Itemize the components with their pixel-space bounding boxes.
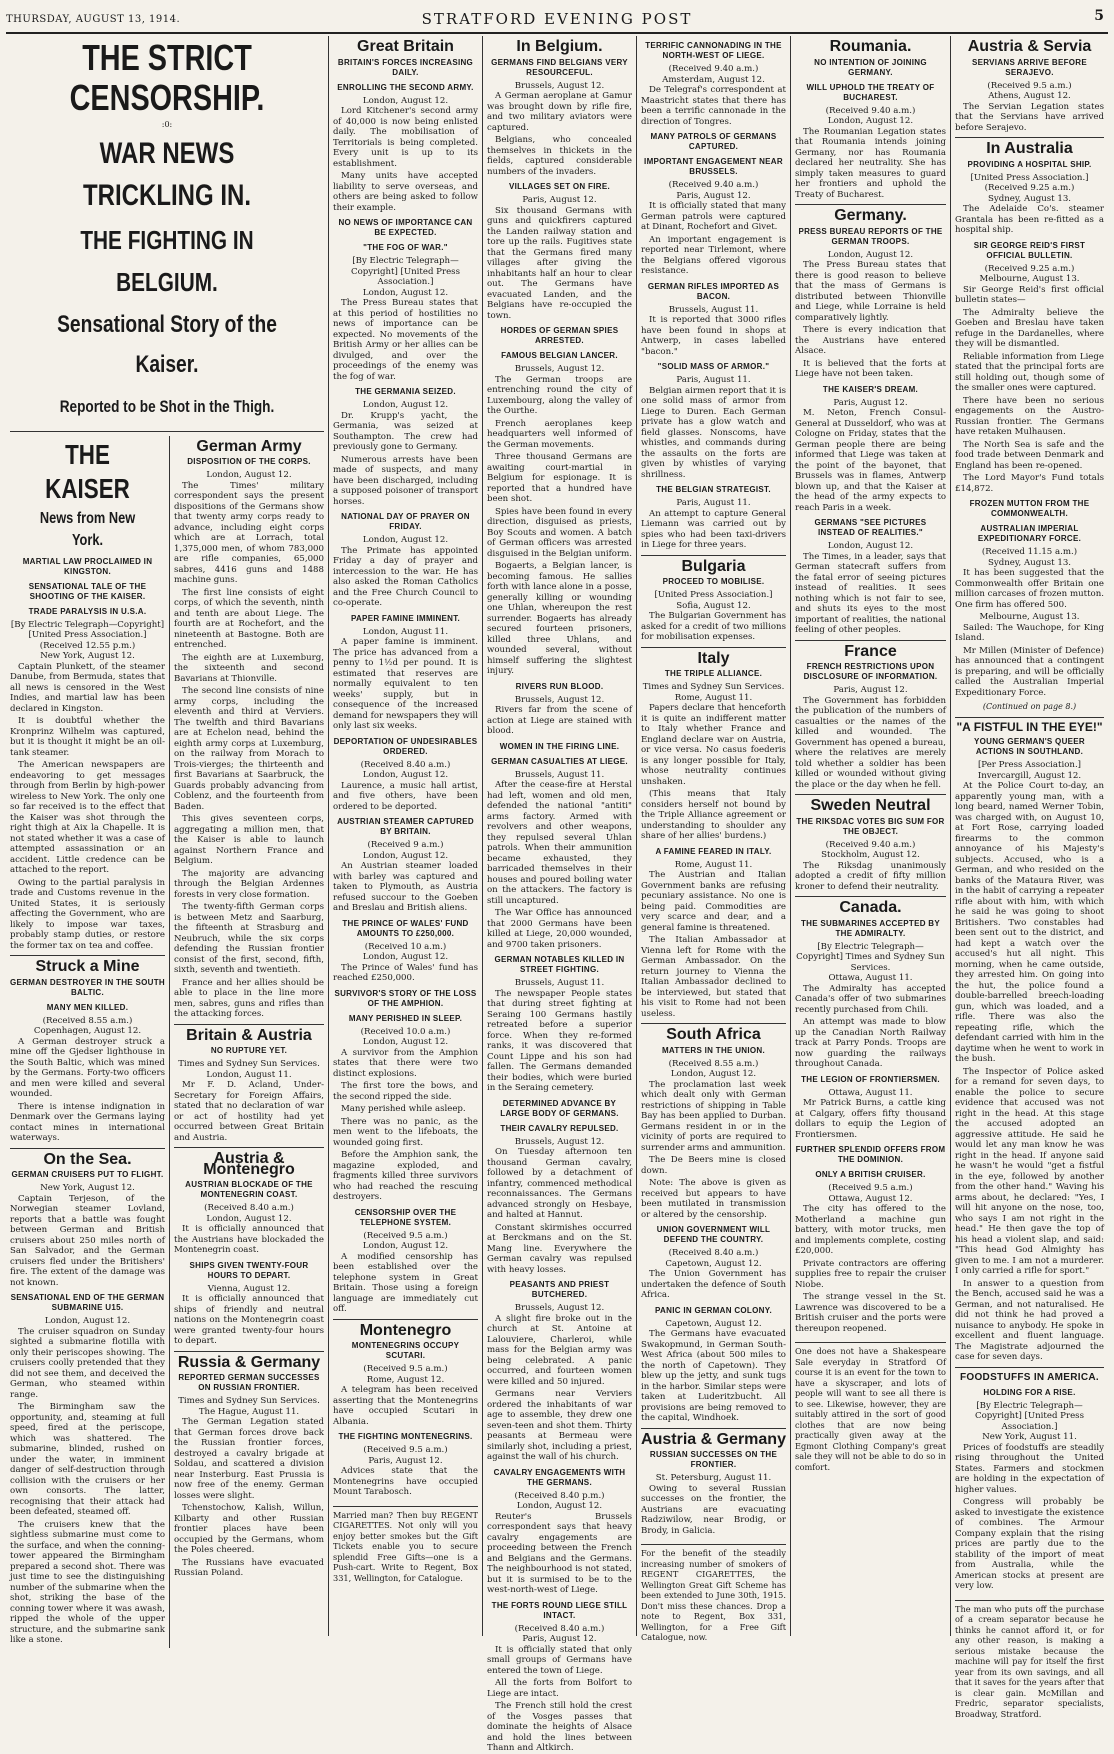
britain-austria-title: Britain & Austria	[186, 1026, 312, 1044]
separator: :0:	[161, 120, 173, 129]
great-britain-column: Great Britain BRITAIN'S FORCES INCREASING DAILY. ENROLLING THE SECOND ARMY. London, August 12. Lord Kitchener's second army of 40,000 is now being enlisted daily. The mobilisation of Territorials is being completed. Every unit is up to its establishment. Many units have accepted liability to serve overseas, and others are being asked to follow their example. NO NEWS OF IMPORTANCE CAN BE EXPECTED. "THE FOG OF WAR." [By Electric Telegraph—Copyright] [United Press Association.] London, August 12. The Press Bureau states that at this period of hostilities no news of importance can be expected. No movements of the British Army or her allies can be divulged, and over the proceedings of the enemy was the fog of war. THE GERMANIA SEIZED. London, August 12. Dr. Krupp's yacht, the Germania, was seized at Southampton. The crew had previously gone to Germany. Numerous arrests have been made of suspects, and many have been discharged, including a supposed poisoner of transport horses. NATIONAL DAY OF PRAYER ON FRIDAY. London, August 12. The Primate has appointed Friday a day of prayer and intercession to the war. He has also asked the Roman Catholics and the Free Church Council to co-operate. PAPER FAMINE IMMINENT. London, August 11. A paper famine is imminent. The price has advanced from a penny to 1½d per pound. It is estimated that reserves are normally equivalent to ten weeks' supply, but in consequence of the increased demand for newspapers they will only last six weeks. DEPORTATION OF UNDESIRABLES ORDERED. (Received 8.40 a.m.) London, August 12. Laurence, a music hall artist, and five others, have been ordered to be deported. AUSTRIAN STEAMER CAPTURED BY BRITAIN. (Received 9 a.m.) London, August 12. An Austrian steamer loaded with barley was captured and taken to Plymouth, as Austria refused succour to the Goeben and Breslau and British aliens. THE PRINCE OF WALES' FUND AMOUNTS TO £250,000. (Received 10 a.m.) London, August 12. The Prince of Wales' fund has reached £250,000. SURVIVOR'S STORY OF THE LOSS OF THE AMPHION. MANY PERISHED IN SLEEP. (Received 10.0 a.m.) London, August 12. A survivor from the Amphion states that there were two distinct explosions. The first tore the bows, and the second ripped the side. Many perished while asleep. There was no panic, as the men went to the lifeboats, the wounded going first. Before the Amphion sank, the magazine exploded, and fragments killed three survivors who had reached the rescuing destroyers. CENSORSHIP OVER THE TELEPHONE SYSTEM. (Received 9.5 a.m.) London, August 12. A modified censorship has been established over the telephone system in Great Britain. Those using a foreign language are immediately cut off. Montenegro MONTENEGRINS OCCUPY SCUTARI. (Received 9.5 a.m.) Rome, August 12. A telegram has been received asserting that the Montenegrins have occupied Scutari in Albania. THE FIGHTING MONTENEGRINS. (Received 9.5 a.m.) Paris, August 12. Advices state that the Montenegrins have occupied Mount Tarabosch. Married man? Then buy REGENT CIGARETTES. Not only will you enjoy better smokes but the Gift Tickets enable you to secure splendid Free Gifts—one is a Push-cart. Write to Regent, Box 331, Wellington, for Catalogue.	[328, 36, 482, 1636]
mine-title: Struck a Mine	[35, 958, 140, 975]
continued-note: (Continued on page 8.)	[982, 702, 1077, 711]
fistful-title: "A FISTFUL IN THE EYE!"	[956, 719, 1103, 734]
kaiser-deck-1: MARTIAL LAW PROCLAIMED IN KINGSTON.	[22, 556, 153, 576]
lead-column	[6, 36, 328, 1645]
regent-ad: Married man? Then buy REGENT CIGARETTES. Not only will you enjoy better smokes but the Gift Tickets enable you to secure splendid Free Gifts—one is a Push-cart. Write to Regent, Box 331, Wellington, for Catalogue.	[333, 1506, 478, 1584]
kaiser-deck-2: SENSATIONAL TALE OF THE SHOOTING OF THE KAISER.	[28, 581, 147, 601]
issue-date: THURSDAY, AUGUST 13, 1914.	[6, 14, 181, 25]
skyscraper-ad: One does not have a Shakespeare Sale everyday in Stratford Of course it is an event for the town to have a skyscraper, and lots of people will want to see all there is to see. Likewise, however, they are suitably attired in the sort of good clothes that are now being practically given away at the Egmont Clothing Company's great sale they will not be able to do so in comfort.	[795, 1342, 946, 1472]
army-title: German Army	[196, 437, 302, 455]
belgium-title: In Belgium.	[516, 38, 603, 55]
russia-germany-title: Russia & Germany	[177, 1353, 321, 1371]
roumania-title: Roumania.	[829, 38, 912, 55]
austria-servia-title: Austria & Servia	[967, 38, 1092, 55]
australia-title: In Australia	[986, 140, 1073, 157]
liege-column: TERRIFIC CANNONADING IN THE NORTH-WEST OF LIEGE. (Received 9.40 a.m.) Amsterdam, August 12. De Telegraf's correspondent at Maastricht states that there has been a terrific cannonade in the direction of Tongres. MANY PATROLS OF GERMANS CAPTURED. IMPORTANT ENGAGEMENT NEAR BRUSSELS. (Received 9.40 a.m.) Paris, August 12. It is officially stated that many German patrols were captured at Dinant, Rochefort and Givet. An important engagement is reported near Tirlemont, where the Belgians offered vigorous resistance. GERMAN RIFLES IMPORTED AS BACON. Brussels, August 11. It is reported that 3000 rifles have been found in shops at Antwerp, in cases labelled "bacon." "SOLID MASS OF ARMOR." Paris, August 11. Belgian airmen report that it is one solid mass of armor from Liege to Duren. Each German private has a glow watch and field glasses. Nonscoms, have whistles, and commands during the assaults on the forts are given by whistles of varying shrillness. THE BELGIAN STRATEGIST. Paris, August 11. An attempt to capture General Liemann was carried out by spies who had been taxi-drivers in Liege for three years. Bulgaria PROCEED TO MOBILISE. [United Press Association.] Sofia, August 12. The Bulgarian Government has asked for a credit of two millions for mobilisation expenses. Italy THE TRIPLE ALLIANCE. Times and Sydney Sun Services. Rome, August 11. Papers declare that henceforth it is quite an indifferent matter to Italy whether France and England declare war on Austria, or vice versa. No casus foederis is any longer possible for Italy, whose neutrality continues unshaken. (This means that Italy considers herself not bound by the Triple Alliance agreement or understanding to shoulder any share of her allies' burdens.) A FAMINE FEARED IN ITALY. Rome, August 11. The Austrian and Italian Government banks are refusing pecuniary assistance. No one is being paid. Commodities are very scarce and dear, and a general famine is threatened. The Italian Ambassador at Vienna left for Rome with the German Ambassador. On the return journey to Vienna the Italian Ambassador declined to be interviewed, but stated that his visit to Rome had not been useless. South Africa MATTERS IN THE UNION. (Received 8.55 a.m.) London, August 12. The proclamation last week which dealt only with German restrictions of shipping in Table Bay has been applied to Durban. Germans resident in or in the vicinity of ports are required to surrender arms and ammunition. The De Beers mine is closed down. Note: The above is given as received but appears to have been mutilated in transmission or altered by the censorship. UNION GOVERNMENT WILL DEFEND THE COUNTRY. (Received 8.40 a.m.) Capetown, August 12. The Union Government has undertaken the defence of South Africa. PANIC IN GERMAN COLONY. Capetown, August 12. The Germans have evacuated Swakopmund, in German South-West Africa (about 500 miles to the north of Capetown). They blew up the jetty, and sunk tugs in the harbor. Similar steps were taken at Luderitzbucht. All provisions are being removed to the capital, Windhoek. Austria & Germany RUSSIAN SUCCESSES ON THE FRONTIER. St. Petersburg, August 11. Owing to several Russian successes on the frontier, the Austrians are evacuating Radziwilow, near Brodig, or Brody, in Galicia. For the benefit of the steadily increasing number of smokers of REGENT CIGARETTES, the Wellington Great Gift Scheme has been extended to June 30th, 1915. Don't miss these chances. Drop a note to Regent, Box 331, Wellington, for a Free Gift Catalogue, now.	[636, 36, 790, 1636]
headline-war-news: WAR NEWS TRICKLING IN.	[83, 136, 251, 212]
headline-shot-thigh: Reported to be Shot in the Thigh.	[59, 396, 275, 416]
sea-title: On the Sea.	[43, 1150, 132, 1168]
austria-montenegro-title: Austria & Montenegro	[203, 1150, 295, 1178]
bulgaria-title: Bulgaria	[681, 557, 746, 575]
belgium-column: In Belgium. GERMANS FIND BELGIANS VERY RESOURCEFUL. Brussels, August 12. A German aeroplane at Gamur was brought down by rifle fire, and two military aviators were captured. Belgians, who concealed themselves in thickets in the fields, captured considerable numbers of the invaders. VILLAGES SET ON FIRE. Paris, August 12. Six thousand Germans with guns and quickfirers captured the Landen railway station and tore up the rails. Fugitives state that the Germans fired many villages after giving the inhabitants half an hour to clear out. The Germans have evacuated Landen, and the Belgians have re-occupied the town. HORDES OF GERMAN SPIES ARRESTED. FAMOUS BELGIAN LANCER. Brussels, August 12. The German troops are entrenching round the city of Luxembourg, along the valley of the Ourthe. French aeroplanes keep headquarters well informed of the German movements. Three thousand Germans are awaiting court-martial in Belgium for espionage. It is reported that a hundred have been shot. Spies have been found in every direction, disguised as priests, Boy Scouts and women. A batch of German officers was arrested disguised in the Belgian uniform. Bogaerts, a Belgian lancer, is becoming famous. He sallies forth with lance alone in a posse, generally killing or wounding one Uhlan, whereupon the rest surrender. Bogaerts has already secured fourteen prisoners, killed three Uhlans, and wounded several, without himself suffering the slightest injury. RIVERS RUN BLOOD. Brussels, August 12. Rivers far from the scene of action at Liege are stained with blood. WOMEN IN THE FIRING LINE. GERMAN CASUALTIES AT LIEGE. Brussels, August 11. After the cease-fire at Herstal had left, women and old men, defended the national "antiti" arms factory. Armed with revolvers and other weapons, they repulsed several Uhlan patrols. When their ammunition became exhausted, they barricaded themselves in their houses and poured boiling water on the attackers. The factory is still uncaptured. The War Office has announced that 2000 Germans have been killed at Liege, 20,000 wounded, and 9700 taken prisoners. GERMAN NOTABLES KILLED IN STREET FIGHTING. Brussels, August 11. The newspaper People states that during street fighting at Seraing 100 Germans hastily retreated before a superior force. When they re-formed ranks, it was discovered that Count Lippe and his son had fallen. The Germans demanded their bodies, which were buried in the Seraing cemetery. DETERMINED ADVANCE BY LARGE BODY OF GERMANS. THEIR CAVALRY REPULSED. Brussels, August 12. On Tuesday afternoon ten thousand German cavalry, followed by a detachment of infantry, commenced methodical reconnaissances. The Germans advanced strongly on Hesbaye, and halted at Hannut. Constant skirmishes occurred at Berckmans and on the St. Mang line. Everywhere the German cavalry was repulsed with heavy losses. PEASANTS AND PRIEST BUTCHERED. Brussels, August 12. A slight fire broke out in the church at St. Antoine at Lalouviere, Charleroi, while mass for the Belgian army was being celebrated. A panic occurred, and fourteen women were killed and 50 injured. Germans near Verviers ordered the inhabitants of war age to assemble, they drew one seven-teen and shot them. Thirty peasants at Bermeau were similarly shot, including a priest, against the wall of his church. CAVALRY ENGAGEMENTS WITH THE GERMANS. (Received 8.40 p.m.) London, August 12. Reuter's Brussels correspondent says that heavy cavalry engagements are proceeding between the French and Belgians and the Germans. The neighbourhood is not stated, but it is surmised to be to the west-north-west of Liege. THE FORTS ROUND LIEGE STILL INTACT. (Received 8.40 a.m.) Paris, August 12. It is officially stated that only small groups of Germans have entered the town of Liege. All the forts from Bolfort to Liege are intact. The French still hold the crest of the Vosges passes that dominate the heights of Alsace and hold the lines between Thann and Altkirch.	[482, 36, 636, 1636]
headline-fighting-belgium: THE FIGHTING IN BELGIUM.	[80, 224, 254, 297]
foodstuffs-title: FOODSTUFFS IN AMERICA.	[959, 1371, 1099, 1383]
sweden-title: Sweden Neutral	[810, 797, 931, 814]
masthead: STRATFORD EVENING POST	[421, 10, 693, 28]
separator-ad: The man who puts off the purchase of a cream separator because he thinks he cannot afford it, or for any other reason, is making a serious mistake because the machine will pay for itself the first year from its own savings, and all that it saves for the years after that is clear gain. McMillan and Fredric, separator specialists, Broadway, Stratford.	[955, 1600, 1104, 1720]
page-header	[6, 4, 1108, 34]
canada-title: Canada.	[839, 899, 902, 916]
kaiser-deck-3: TRADE PARALYSIS IN U.S.A.	[28, 606, 147, 616]
france-title: France	[844, 642, 897, 660]
germany-title: Germany.	[834, 207, 907, 224]
headline-kaiser-story: Sensational Story of the Kaiser.	[57, 310, 277, 378]
austria-germany-title: Austria & Germany	[641, 1430, 786, 1448]
regent-gift-ad: For the benefit of the steadily increasing number of smokers of REGENT CIGARETTES, the Wellington Great Gift Scheme has been extended to June 30th, 1915. Don't miss these chances. Drop a note to Regent, Box 331, Wellington, for a Free Gift Catalogue, now.	[641, 1544, 786, 1643]
kaiser-title: THE KAISER	[45, 438, 130, 504]
kaiser-subcolumn: THE KAISER News from New York. MARTIAL LAW PROCLAIMED IN KINGSTON. SENSATIONAL TALE OF THE SHOOTING OF THE KAISER. TRADE PARALYSIS IN U.S.A. [By Electric Telegraph—Copyright] [United Press Association.] (Received 12.55 p.m.) New York, August 12. Captain Plunkett, of the steamer Danube, from Bermuda, states that all news is censored in the West Indies, and martial law has been declared in Kingston. It is doubtful whether the Kronprinz Wilhelm was captured, but it is thought it might be an oil-tank steamer. The American newspapers are endeavoring to get messages through from Berlin by high-power wireless to New York. The only one so far received is to the effect that the Kaiser was shot through the right thigh at Aix la Chapelle. It is not stated whether it was a case of attempted assassination or an accident. Little credence can be attached to the report. Owing to the partial paralysis in trade and Customs revenue in the United States, it is seriously affecting the Government, who are likely to impose war taxes, probably stamp duties, or restore the former tax on tea and coffee. Struck a Mine GERMAN DESTROYER IN THE SOUTH BALTIC. MANY MEN KILLED. (Received 8.55 a.m.) Copenhagen, August 12. A German destroyer struck a mine off the Gjedser lighthouse in the South Baltic, which was mined by the Germans. Forty-two officers and men were killed and several wounded. There is intense indignation in Denmark over the Germans laying contact mines in international waterways. On the Sea. GERMAN CRUISERS PUT TO FLIGHT. New York, August 12. Captain Terjeson, of the Norwegian steamer Lovland, reports that a battle was fought between German and British cruisers about 250 miles north of San Salvador, and the German cruisers fled under the Britishers' fire. The extent of the damage was not known. SENSATIONAL END OF THE GERMAN SUBMARINE U15. London, August 12. The cruiser squadron on Sunday sighted a submarine flotilla with only their periscopes showing. The cruisers coolly pretended that they did not see them, and deceived the German, who steamed within range. The Birmingham saw the opportunity, and, steaming at full speed, fired at the periscope, which was shattered. The submarine, blinded, rushed on under the water, in imminent danger of self-destruction through collision with the cruisers or her own consorts. The latter, recognising that their attack had been defeated, steamed off. The cruisers knew that the sightless submarine must come to the surface, and when the conning-tower appeared the Birmingham prepared a second shot. There was just time to see the distinguishing number of the submarine when the shot, striking the base of the conning tower where it was awash, ripped the whole of the upper structure, and the submarine sank like a stone.	[10, 436, 170, 1648]
page-number: 5	[1094, 8, 1104, 24]
australia-column: Austria & Servia SERVIANS ARRIVE BEFORE SERAJEVO. (Received 9.5 a.m.) Athens, August 12. The Servian Legation states that the Servians have arrived before Serajevo. In Australia PROVIDING A HOSPITAL SHIP. [United Press Association.] (Received 9.25 a.m.) Sydney, August 13. The Adelaide Co's. steamer Grantala has been re-fitted as a hospital ship. SIR GEORGE REID'S FIRST OFFICIAL BULLETIN. (Received 9.25 a.m.) Melbourne, August 13. Sir George Reid's first official bulletin states— The Admiralty believe the Goeben and Breslau have taken refuge in the Dardanelles, where they will be dismantled. Reliable information from Liege stated that the principal forts are still holding out, though some of the smaller ones were captured. There have been no serious engagements on the Austro-Russian frontier. The Germans have retaken Mulhausen. The North Sea is safe and the food trade between Denmark and England has been re-opened. The Lord Mayor's Fund totals £14,872. FROZEN MUTTON FROM THE COMMONWEALTH. AUSTRALIAN IMPERIAL EXPEDITIONARY FORCE. (Received 11.15 a.m.) Sydney, August 13. It has been suggested that the Commonwealth offer Britain one million carcases of frozen mutton. One firm has offered 500. Melbourne, August 13. Sailed: The Wauchope, for King Island. Mr Millen (Minister of Defence) has announced that a contingent is preparing, and will be officially called the Australian Imperial Expeditionary Force. (Continued on page 8.) "A FISTFUL IN THE EYE!" YOUNG GERMAN'S QUEER ACTIONS IN SOUTHLAND. [Per Press Association.] Invercargill, August 12. At the Police Court to-day, an apparently young man, with a long beard, named Werner Tobin, was charged with, on August 10, at Fort Rose, carrying loaded firearms to the common annoyance of his Majesty's subjects. Accused, who is a German, and who resided on the banks of the Mataura River, was in the habit of carrying a repeater rifle about with him, with which he said he was going to shoot Britishers. Two constables had been sent out to the district, and had kept a watch over the accused's hut all night. This morning, when he came outside, they arrested him. On going into the hut, the police found a double-barrelled breech-loading gun, which was loaded, and a rifle. There was also the repeating rifle, which the defendant carried with him in the daytime when he went to work in the bush. The Inspector of Police asked for a remand for seven days, to enable the police to secure evidence that accused was not right in the head. At this stage the accused adopted an aggressive attitude. He said he would let any man know he was right in the head. If anyone said he wasn't he would "get a fistful in the eye, followed by another from the other hand." Waving his arms about, he declared: "Yes, I will hit anyone on the nose, too, who says I am not right in the head." He then gave the top of his head a violent slap, and said: "This head God Almighty has given to me. I am not a murderer. I only carried a rifle for sport." In answer to a question from the Bench, accused said he was a German, and not naturalised. He did not think he had proved a nuisance to anybody. He spoke in excellent and fluent language. The Magistrate adjourned the case for seven days. FOODSTUFFS IN AMERICA. HOLDING FOR A RISE. [By Electric Telegraph—Copyright] [United Press Association.] New York, August 11. Prices of foodstuffs are steadily rising throughout the United States. Farmers and stockmen are holding in the expectation of higher values. Congress will probably be asked to investigate the existence of combines. The Armour Company explain that the rising prices are partly due to the stability of the import of meat from Australia, while the American stocks at present are very low. The man who puts off the purchase of a cream separator because he thinks he cannot afford it, or for any other reason, is making a serious mistake because the machine will pay for itself the first year from its own savings, and all that it saves for the years after that is clear gain. McMillan and Fredric, separator specialists, Broadway, Stratford.	[950, 36, 1108, 1636]
montenegro-title: Montenegro	[359, 1321, 452, 1339]
headline-censorship: THE STRICT CENSORSHIP.	[69, 37, 265, 118]
roumania-column: Roumania. NO INTENTION OF JOINING GERMANY. WILL UPHOLD THE TREATY OF BUCHAREST. (Received 9.40 a.m.) London, August 12. The Roumanian Legation states that Roumania intends joining Germany, nor has Roumania declared her neutrality. She has simply taken measures to guard her frontiers and uphold the Treaty of Bucharest. Germany. PRESS BUREAU REPORTS OF THE GERMAN TROOPS. London, August 12. The Press Bureau states that there is good reason to believe that the mass of Germans is distributed between Thionville and Liege, while Lorraine is held comparatively lightly. There is every indication that the Austrians have entered Alsace. It is believed that the forts at Liege have not been taken. THE KAISER'S DREAM. Paris, August 12. M. Neton, French Consul-General at Dusseldorf, who was at Cologne on Friday, states that the German people there are being informed that Liege was taken at the point of the bayonet, that Brussels was in flames, Antwerp blown up, and that the Kaiser at the head of the army expects to reach Paris in a week. GERMANS "SEE PICTURES INSTEAD OF REALITIES." London, August 12. The Times, in a leader, says that German statecraft suffers from the fatal error of seeing pictures instead of realities. It sees nothing which is not fair to see, and shuts its eyes to the most important of realities, the national feeling of other peoples. France FRENCH RESTRICTIONS UPON DISCLOSURE OF INFORMATION. Paris, August 12. The Government has forbidden the publication of the numbers of casualties or the names of the killed and wounded. The Government has opened a bureau, where the relatives are merely told whether a soldier has been killed or wounded without giving the place or the day when he fell. Sweden Neutral THE RIKSDAC VOTES BIG SUM FOR THE OBJECT. (Received 9.40 a.m.) Stockholm, August 12. The Riksdag unanimously adopted a credit of fifty million kroner to defend their neutrality. Canada. THE SUBMARINES ACCEPTED BY THE ADMIRALTY. [By Electric Telegraph—Copyright] Times and Sydney Sun Services. Ottawa, August 11. The Admiralty has accepted Canada's offer of two submarines recently purchased from Chili. An attempt was made to blow up the Canadian North Railway track at Parry Ponds. Troops are now guarding the railways throughout Canada. THE LEGION OF FRONTIERSMEN. Ottawa, August 11. Mr Patrick Burns, a cattle king at Calgary, offers fifty thousand dollars to equip the Legion of Frontiersmen. FURTHER SPLENDID OFFERS FROM THE DOMINION. ONLY A BRITISH CRUISER. (Received 9.5 a.m.) Ottawa, August 12. The city has offered to the Motherland a machine gun battery, with motor trucks, men and implements complete, costing £20,000. Private contractors are offering supplies free to repair the cruiser Niobe. The strange vessel in the St. Lawrence was discovered to be a British cruiser and the ports were thereupon reopened. One does not have a Shakespeare Sale everyday in Stratford Of course it is an event for the town to have a skyscraper, and lots of people will want to see all there is to see. Likewise, however, they are suitably attired in the sort of good clothes that are now being practically given away at the Egmont Clothing Company's great sale they will not be able to do so in comfort.	[790, 36, 950, 1636]
south-africa-title: South Africa	[666, 1026, 761, 1043]
italy-title: Italy	[697, 649, 730, 667]
great-britain-title: Great Britain	[357, 38, 454, 55]
army-subcolumn: German Army DISPOSITION OF THE CORPS. London, August 12. The Times' military correspondent says the present dispositions of the Germans show that twenty army corps ready to advance, including eight corps which are at Lorrach, total 1,375,000 men, of whom 783,000 are rifle companies, 65,000 sabres, 4416 guns and 1488 machine guns. The first line consists of eight corps, of which the seventh, ninth and tenth are about Liege. The fourth are at Rochefort, and the nineteenth at Bastogne. Both are entrenched. The eighth are at Luxemburg, the sixteenth and second Bavarians at Thionville. The second line consists of nine army corps, including the eleventh and third at Verviers. The twelfth and third Bavarians are at Echelon nead, behind the eighth army corps at Luxemburg, on the railway from Morach to Trois-vierges; the thirteenth and first Bavarians at Saarbruck, the Guards probably advancing from Coblenz, and the fourteenth from Baden. This gives seventeen corps, aggregating a million men, that the Kaiser is able to launch against Northern France and Belgium. The majority are advancing through the Belgian Ardennes forests in very close formation. The twenty-fifth German corps is between Metz and Saarburg, the fifteenth at Strasburg and Neubruch, while the six corps defending the Russian frontier consist of the first, second, fifth, sixth, seventh and twentieth. France and her allies should be able to place in the line more men, sabres, guns and rifles than the attacking forces. Britain & Austria NO RUPTURE YET. Times and Sydney Sun Services. London, August 11. Mr F. D. Acland, Under-Secretary for Foreign Affairs, stated that no declaration of war or act of hostility had yet occurred between Great Britain and Austria. Austria & Montenegro AUSTRIAN BLOCKADE OF THE MONTENEGRIN COAST. (Received 8.40 a.m.) London, August 12. It is officially announced that the Austrians have blockaded the Montenegrin coast. SHIPS GIVEN TWENTY-FOUR HOURS TO DEPART. Vienna, August 12. It is officially announced that ships of friendly and neutral nations on the Montenegrin coast were granted twenty-four hours to depart. Russia & Germany REPORTED GERMAN SUCCESSES ON RUSSIAN FRONTIER. Times and Sydney Sun Services. The Hague, August 11. The German Legation stated that German forces drove back the Russian frontier forces, destroyed a cavalry brigade at Soldau, and scattered a division near Insterburg. East Prussia is now free of the enemy. German losses were slight. Tchenstochow, Kalish, Willun, Kilbarty and other Russian frontier places have been occupied by the Germans, whom the Poles cheered. The Russians have evacuated Russian Poland.	[174, 437, 324, 1578]
kaiser-subtitle: News from New York.	[39, 509, 136, 549]
